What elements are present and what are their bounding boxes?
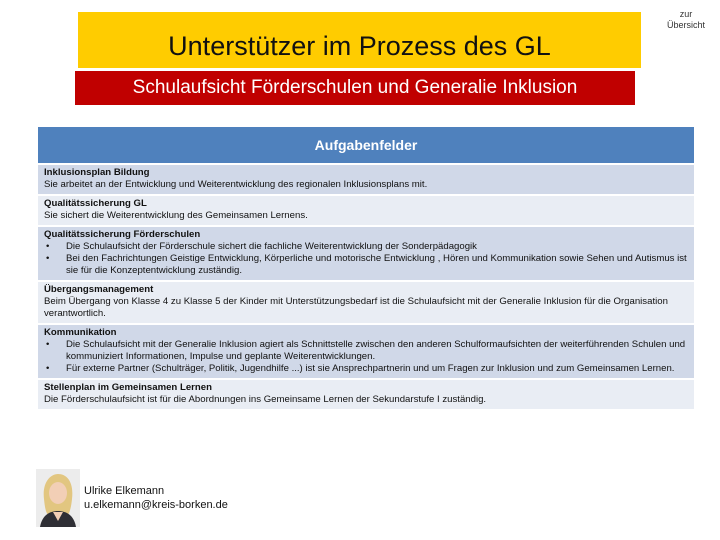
page-title: Unterstützer im Prozess des GL [168,31,551,61]
title-banner [78,12,641,68]
row-title: Inklusionsplan Bildung [44,167,150,178]
bullet-item [44,241,688,253]
table-row [38,194,694,225]
person-photo-icon [36,469,80,527]
table-row [38,323,694,378]
bullet-icon: • [46,253,50,264]
bullet-item [44,253,688,277]
contact-email[interactable]: u.elkemann@kreis-borken.de [84,499,228,511]
table-header [38,127,694,163]
overview-link-line1[interactable]: zur [679,9,693,19]
row-title: Qualitätssicherung Förderschulen [44,229,201,240]
table-header-label: Aufgabenfelder [314,137,418,153]
row-text: Sie sichert die Weiterentwicklung des Gemeinsamen Lernens. [44,210,308,221]
contact-name: Ulrike Elkemann [84,485,165,497]
table-row [38,163,694,194]
row-title: Übergangsmanagement [44,284,154,295]
subtitle-banner [75,71,635,105]
table-row [38,280,694,323]
bullet-icon: • [46,241,50,252]
row-text: Die Förderschulaufsicht ist für die Abordnungen ins Gemeinsame Lernen der Sekundarstufe I zuständig. [44,394,487,405]
overview-link-line2[interactable]: Übersicht [666,20,705,30]
contact-card [36,469,336,529]
bullet-icon: • [46,339,50,350]
row-title: Kommunikation [44,327,117,338]
overview-link[interactable] [660,9,712,31]
row-title: Qualitätssicherung GL [44,198,147,209]
row-text: Beim Übergang von Klasse 4 zu Klasse 5 der Kinder mit Unterstützungsbedarf ist die Schulaufsicht mit der Generalie Inklusion für die Organisation verantwortlich. [44,296,668,319]
row-title: Stellenplan im Gemeinsamen Lernen [44,382,212,393]
bullet-icon: • [46,363,50,374]
bullet-item [44,339,688,363]
tasks-table [38,127,694,409]
bullet-text: Bei den Fachrichtungen Geistige Entwicklung, Körperliche und motorische Entwicklung , Hören und Kommunikation sowie Sehen und Autismus ist sie für die Konzeptentwicklung zuständig. [66,253,687,276]
bullet-text: Die Schulaufsicht der Förderschule sichert die fachliche Weiterentwicklung der Sonderpädagogik [66,241,477,252]
row-text: Sie arbeitet an der Entwicklung und Weiterentwicklung des regionalen Inklusionsplans mit. [44,179,428,190]
bullet-text: Die Schulaufsicht mit der Generalie Inklusion agiert als Schnittstelle zwischen den anderen Schulformaufsichten der weiterführenden Schulen und kommuniziert Informationen, Impulse und geplante Weiterentwicklungen. [66,339,686,362]
table-row [38,378,694,409]
bullet-item [44,363,688,375]
avatar [36,469,80,527]
page-subtitle: Schulaufsicht Förderschulen und Generalie Inklusion [132,77,578,98]
table-row [38,225,694,280]
bullet-text: Für externe Partner (Schulträger, Politik, Jugendhilfe ...) ist sie Ansprechpartnerin und um Fragen zur Inklusion und zum Gemeinsamen Lernen. [66,363,675,374]
